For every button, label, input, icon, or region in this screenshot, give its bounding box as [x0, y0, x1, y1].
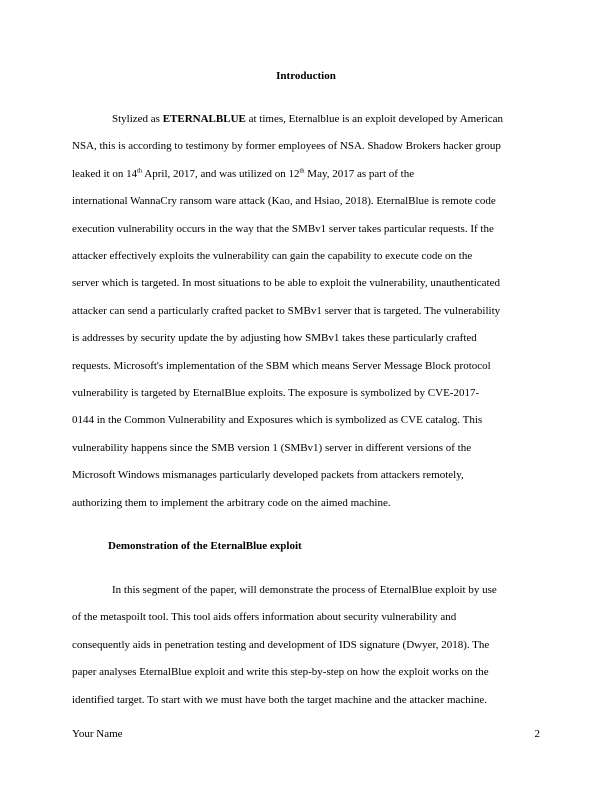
- page-number: 2: [534, 728, 540, 740]
- paragraph-line: attacker can send a particularly crafted packet to SMBv1 server that is targeted. The vulnerability: [72, 304, 501, 317]
- introduction-paragraph: [72, 106, 542, 517]
- paragraph-line: consequently aids in penetration testing and development of IDS signature (Dwyer, 2018). The: [72, 638, 490, 651]
- eternalblue-bold-term: ETERNALBLUE: [162, 113, 246, 125]
- paragraph-line: leaked it on 14th April, 2017, and was utilized on 12th May, 2017 as part of the: [72, 167, 415, 180]
- demonstration-paragraph: [72, 577, 542, 714]
- paragraph-line: execution vulnerability occurs in the way that the SMBv1 server takes particular requests. If the: [72, 222, 494, 235]
- introduction-heading: Introduction: [276, 70, 336, 82]
- paragraph-line: is addresses by security update the by adjusting how SMBv1 takes these particularly crafted: [72, 332, 477, 345]
- paragraph-line: attacker effectively exploits the vulnerability can gain the capability to execute code on the: [72, 250, 473, 263]
- paragraph-line: paper analyses EternalBlue exploit and write this step-by-step on how the exploit works on the: [72, 666, 489, 679]
- paragraph-line: Microsoft Windows mismanages particularly developed packets from attackers remotely,: [72, 469, 464, 482]
- paragraph-line: In this segment of the paper, will demonstrate the process of EternalBlue exploit by use: [112, 584, 497, 596]
- paragraph-line: vulnerability is targeted by EternalBlue exploits. The exposure is symbolized by CVE-2017-: [72, 387, 480, 400]
- paragraph-line: NSA, this is according to testimony by former employees of NSA. Shadow Brokers hacker group: [72, 140, 501, 153]
- paragraph-line: authorizing them to implement the arbitrary code on the aimed machine.: [72, 496, 391, 509]
- paragraph-line: requests. Microsoft's implementation of the SBM which means Server Message Block protocol: [72, 359, 491, 372]
- footer-author-name: Your Name: [72, 728, 123, 740]
- paragraph-line: server which is targeted. In most situations to be able to exploit the vulnerability, unauthenticated: [72, 277, 500, 290]
- paragraph-line: of the metaspoilt tool. This tool aids offers information about security vulnerability and: [72, 611, 457, 624]
- paragraph-line: Stylized as ETERNALBLUE at times, Eternalblue is an exploit developed by American: [112, 113, 504, 125]
- paragraph-line: identified target. To start with we must have both the target machine and the attacker machine.: [72, 693, 487, 706]
- demonstration-heading: Demonstration of the EternalBlue exploit: [108, 540, 302, 552]
- paragraph-line: international WannaCry ransom ware attack (Kao, and Hsiao, 2018). EternalBlue is remote code: [72, 195, 496, 208]
- paragraph-line: vulnerability happens since the SMB version 1 (SMBv1) server in different versions of the: [72, 441, 472, 454]
- paragraph-line: 0144 in the Common Vulnerability and Exposures which is symbolized as CVE catalog. This: [72, 414, 483, 427]
